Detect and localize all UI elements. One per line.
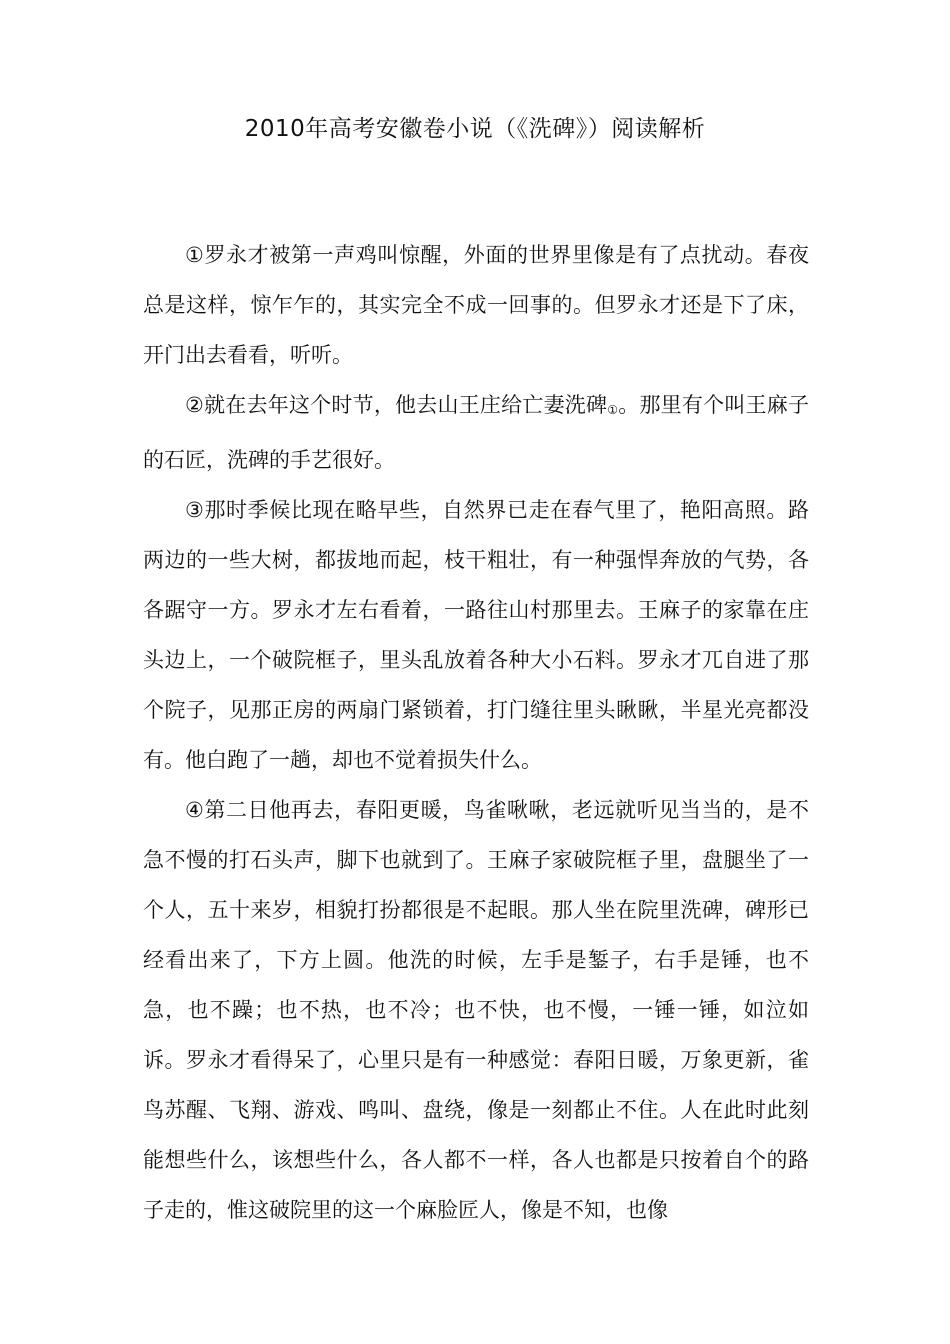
paragraph-4: ④第二日他再去，春阳更暖，鸟雀啾啾，老远就听见当当的，是不急不慢的打石头声，脚下也就到了。王麻子家破院框子里，盘腿坐了一个人，五十来岁，相貌打扮都很是不起眼。那人坐在院里洗碑，碑形已经看出来了，下方上圆。他洗的时候，左手是錾子，右手是锤，也不急，也不躁；也不热，也不冷；也不快，也不慢，一锤一锤，如泣如诉。罗永才看得呆了，心里只是有一种感觉：春阳日暖，万象更新，雀鸟苏醒、飞翔、游戏、鸣叫、盘绕，像是一刻都止不住。人在此时此刻能想些什么，该想些什么，各人都不一样，各人也都是只按着自个的路子走的，惟这破院里的这一个麻脸匠人，像是不知，也像 (143, 798, 809, 1222)
paragraph-2-text-after: 。那里有个叫王麻子的石匠，洗碑的手艺很好。 (143, 393, 810, 472)
paragraph-2-text-before: ②就在去年这个时节，他去山王庄给亡妻洗碑 (185, 393, 608, 417)
paragraph-1: ①罗永才被第一声鸡叫惊醒，外面的世界里像是有了点扰动。春夜总是这样，惊乍乍的，其实完全不成一回事的。但罗永才还是下了床，开门出去看看，听听。 (143, 243, 809, 367)
paragraph-2 (143, 380, 809, 485)
footnote-marker: ① (607, 403, 619, 417)
document-body (143, 230, 809, 1235)
paragraph-3: ③那时季候比现在略早些，自然界已走在春气里了，艳阳高照。路两边的一些大树，都拔地而起，枝干粗壮，有一种强悍奔放的气势，各各踞守一方。罗永才左右看着，一路往山村那里去。王麻子的家靠在庄头边上，一个破院框子，里头乱放着各种大小石料。罗永才兀自进了那个院子，见那正房的两扇门紧锁着，打门缝往里头瞅瞅，半星光亮都没有。他白跑了一趟，却也不觉着损失什么。 (143, 498, 809, 772)
document-title: 2010年高考安徽卷小说（《洗碑》）阅读解析 (244, 116, 706, 142)
